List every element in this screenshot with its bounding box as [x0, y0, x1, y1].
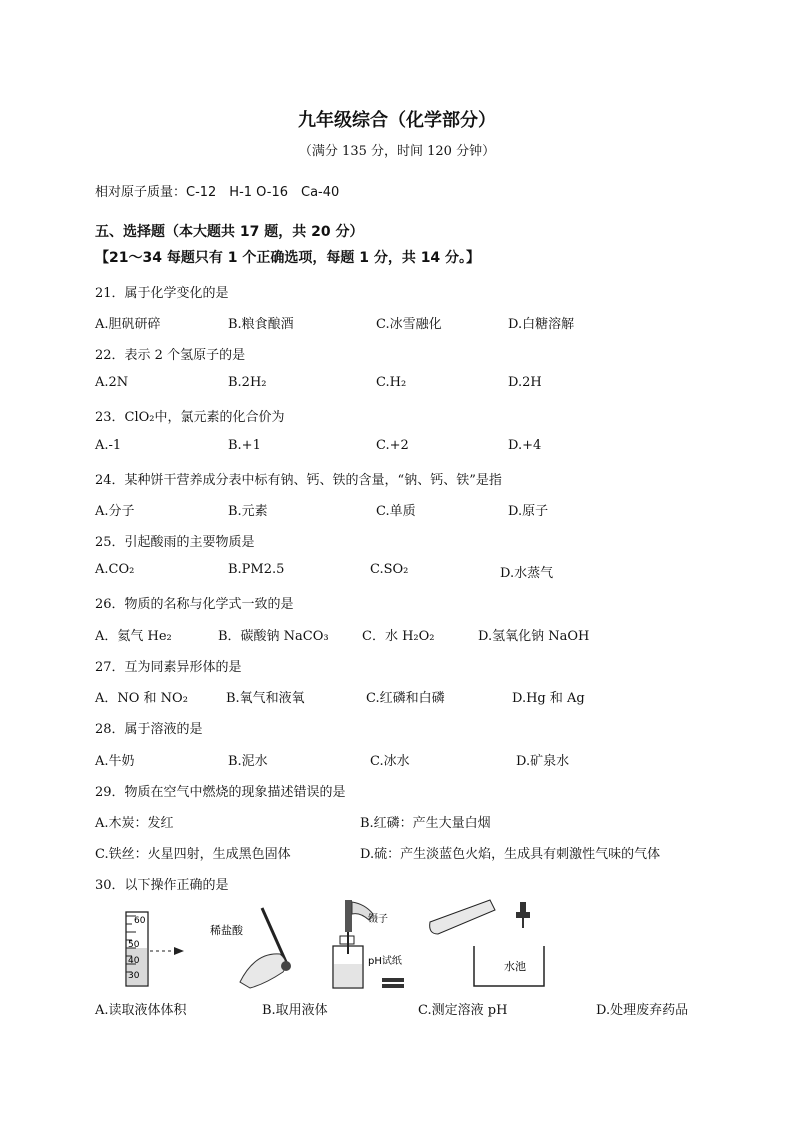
question-30-option-d[interactable]: D.处理废弃药品 — [596, 1003, 689, 1018]
question-23-option-d[interactable]: D.+4 — [508, 438, 542, 453]
label-dilute-hcl: 稀盐酸 — [210, 924, 243, 937]
question-23-stem: 23．ClO₂中，氯元素的化合价为 — [95, 410, 285, 425]
exam-info: （满分 135 分，时间 120 分钟） — [298, 144, 496, 159]
question-25-option-b[interactable]: B.PM2.5 — [228, 562, 285, 577]
question-24-option-d[interactable]: D.原子 — [508, 504, 549, 519]
question-29-option-d[interactable]: D.硫：产生淡蓝色火焰，生成具有刺激性气味的气体 — [360, 847, 661, 862]
page-title: 九年级综合（化学部分） — [298, 110, 496, 131]
cylinder-tick-30: 30 — [128, 971, 140, 981]
question-27-option-b[interactable]: B.氧气和液氧 — [226, 691, 305, 706]
question-29-option-b[interactable]: B.红磷：产生大量白烟 — [360, 816, 491, 831]
question-29-option-a[interactable]: A.木炭：发红 — [95, 816, 174, 831]
atomic-mass-line: 相对原子质量：C-12 H-1 O-16 Ca-40 — [95, 185, 340, 200]
question-26-option-b[interactable]: B．碳酸钠 NaCO₃ — [218, 629, 329, 644]
question-24-option-b[interactable]: B.元素 — [228, 504, 268, 519]
question-30-figure — [90, 892, 710, 994]
question-30-option-a[interactable]: A.读取液体体积 — [95, 1003, 187, 1018]
question-27-stem: 27．互为同素异形体的是 — [95, 660, 242, 675]
question-27-option-a[interactable]: A．NO 和 NO₂ — [95, 691, 188, 706]
question-28-option-a[interactable]: A.牛奶 — [95, 754, 135, 769]
question-23-option-b[interactable]: B.+1 — [228, 438, 261, 453]
question-30-option-b[interactable]: B.取用液体 — [262, 1003, 328, 1018]
graduated-cylinder-diagram — [126, 912, 184, 986]
question-27-option-d[interactable]: D.Hg 和 Ag — [512, 691, 585, 706]
cylinder-tick-40: 40 — [128, 956, 140, 966]
question-22-option-a[interactable]: A.2N — [95, 375, 129, 390]
cylinder-tick-50: 50 — [128, 940, 140, 950]
question-21-option-b[interactable]: B.粮食酿酒 — [228, 317, 294, 332]
question-28-option-b[interactable]: B.泥水 — [228, 754, 268, 769]
section-instruction: 【21～34 每题只有 1 个正确选项，每题 1 分，共 14 分。】 — [95, 250, 481, 266]
question-22-option-d[interactable]: D.2H — [508, 375, 542, 390]
question-28-option-d[interactable]: D.矿泉水 — [516, 754, 570, 769]
question-26-option-c[interactable]: C．水 H₂O₂ — [362, 629, 435, 644]
dropper-diagram — [210, 908, 291, 988]
cylinder-tick-60: 60 — [134, 916, 146, 926]
question-28-option-c[interactable]: C.冰水 — [370, 754, 410, 769]
question-24-option-a[interactable]: A.分子 — [95, 504, 135, 519]
eye-icon — [174, 947, 184, 955]
question-30-option-c[interactable]: C.测定溶液 pH — [418, 1003, 508, 1018]
question-26-stem: 26．物质的名称与化学式一致的是 — [95, 597, 294, 612]
question-21-option-c[interactable]: C.冰雪融化 — [376, 317, 442, 332]
question-26-option-a[interactable]: A．氦气 He₂ — [95, 629, 172, 644]
question-21-option-d[interactable]: D.白糖溶解 — [508, 317, 575, 332]
label-ph-paper: pH试纸 — [368, 956, 402, 967]
question-23-option-c[interactable]: C.+2 — [376, 438, 409, 453]
question-23-option-a[interactable]: A.-1 — [95, 438, 122, 453]
question-25-option-c[interactable]: C.SO₂ — [370, 562, 409, 577]
question-24-option-c[interactable]: C.单质 — [376, 504, 416, 519]
question-29-option-c[interactable]: C.铁丝：火星四射，生成黑色固体 — [95, 847, 291, 862]
question-28-stem: 28．属于溶液的是 — [95, 722, 203, 737]
question-25-option-a[interactable]: A.CO₂ — [95, 562, 135, 577]
label-sink: 水池 — [504, 960, 526, 973]
sink-diagram — [430, 900, 544, 986]
question-21-option-a[interactable]: A.胆矾研碎 — [95, 317, 161, 332]
question-24-stem: 24．某种饼干营养成分表中标有钠、钙、铁的含量，“钠、钙、铁”是指 — [95, 473, 502, 488]
question-25-stem: 25．引起酸雨的主要物质是 — [95, 535, 255, 550]
question-22-option-c[interactable]: C.H₂ — [376, 375, 407, 390]
label-tweezers: 镊子 — [368, 914, 388, 925]
question-30-stem: 30．以下操作正确的是 — [95, 878, 229, 893]
question-22-stem: 22．表示 2 个氢原子的是 — [95, 348, 246, 363]
question-29-stem: 29．物质在空气中燃烧的现象描述错误的是 — [95, 785, 346, 800]
question-21-stem: 21．属于化学变化的是 — [95, 286, 229, 301]
ph-test-diagram — [333, 900, 404, 988]
section-heading: 五、选择题（本大题共 17 题，共 20 分） — [95, 224, 364, 240]
question-27-option-c[interactable]: C.红磷和白磷 — [366, 691, 445, 706]
question-22-option-b[interactable]: B.2H₂ — [228, 375, 267, 390]
question-25-option-d[interactable]: D.水蒸气 — [500, 566, 554, 581]
question-26-option-d[interactable]: D.氢氧化钠 NaOH — [478, 629, 590, 644]
